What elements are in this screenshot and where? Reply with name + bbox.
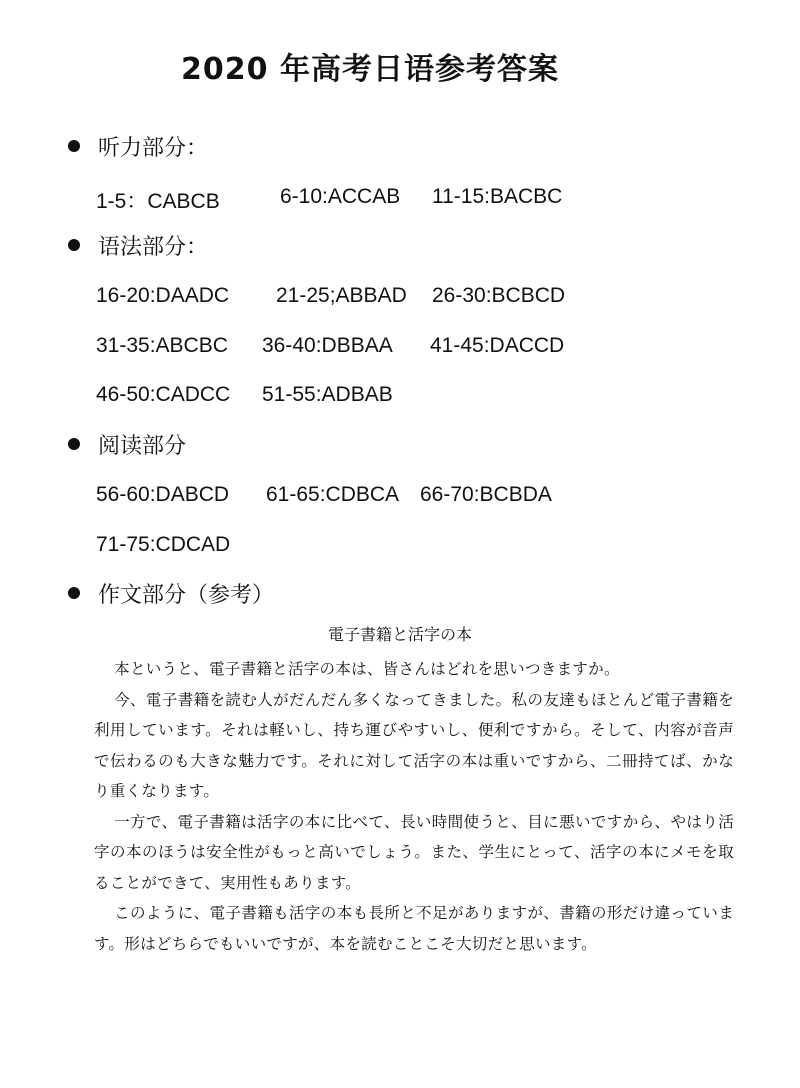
answer-reading-2: 61-65:CDBCA: [266, 483, 400, 506]
answer-listening-2: 6-10:ACCAB: [280, 185, 401, 208]
answer-grammar-1: 16-20:DAADC: [96, 284, 230, 307]
section-heading-reading: 阅读部分: [98, 433, 187, 459]
answer-grammar-4: 31-35:ABCBC: [96, 334, 228, 357]
answer-grammar-8: 51-55:ADBAB: [262, 383, 393, 406]
essay-paragraph: 本というと、電子書籍と活字の本は、皆さんはどれを思いつきますか。: [114, 660, 620, 678]
answer-grammar-2: 21-25;ABBAD: [276, 284, 407, 307]
section-heading-writing: 作文部分（参考）: [98, 582, 275, 608]
essay-paragraph: 今、電子書籍を読む人がだんだん多くなってきました。私の友達もほとんど電子書籍を利用しています。それは軽いし、持ち運びやすいし、便利ですから。そして、内容が音声で伝わるのも大きな魅力です。それに対して活字の本は重いですから、二冊持てば、かなり重くなります。: [94, 690, 734, 800]
essay-title: 電子書籍と活字の本: [327, 625, 472, 644]
answer-reading-3: 66-70:BCBDA: [420, 483, 552, 506]
answer-grammar-5: 36-40:DBBAA: [262, 334, 393, 357]
section-reading: [68, 424, 186, 464]
answer-listening-3: 11-15:BACBC: [432, 185, 563, 208]
bullet-icon: [68, 438, 80, 450]
section-listening: [68, 126, 208, 166]
answer-listening-1: 1-5：CABCB: [96, 190, 220, 213]
answer-grammar-3: 26-30:BCBCD: [432, 284, 566, 307]
essay-paragraph: このように、電子書籍も活字の本も長所と不足がありますが、書籍の形だけ違っています。形はどちらでもいいですが、本を読むことこそ大切だと思います。: [94, 904, 734, 953]
section-writing: [68, 573, 274, 613]
answer-reading-4: 71-75:CDCAD: [96, 533, 231, 556]
answer-reading-1: 56-60:DABCD: [96, 483, 230, 506]
essay-body: [94, 654, 734, 959]
section-heading-grammar: 语法部分：: [98, 234, 209, 260]
answer-grammar-6: 41-45:DACCD: [430, 334, 565, 357]
section-grammar: [68, 225, 208, 265]
bullet-icon: [68, 587, 80, 599]
bullet-icon: [68, 239, 80, 251]
answer-grammar-7: 46-50:CADCC: [96, 383, 231, 406]
essay-paragraph: 一方で、電子書籍は活字の本に比べて、長い時間使うと、目に悪いですから、やはり活字の本のほうは安全性がもっと高いでしょう。また、学生にとって、活字の本にメモを取ることができて、実用性もあります。: [94, 812, 734, 892]
bullet-icon: [68, 140, 80, 152]
section-heading-listening: 听力部分：: [98, 135, 209, 161]
page-title: 2020 年高考日语参考答案: [181, 52, 559, 87]
